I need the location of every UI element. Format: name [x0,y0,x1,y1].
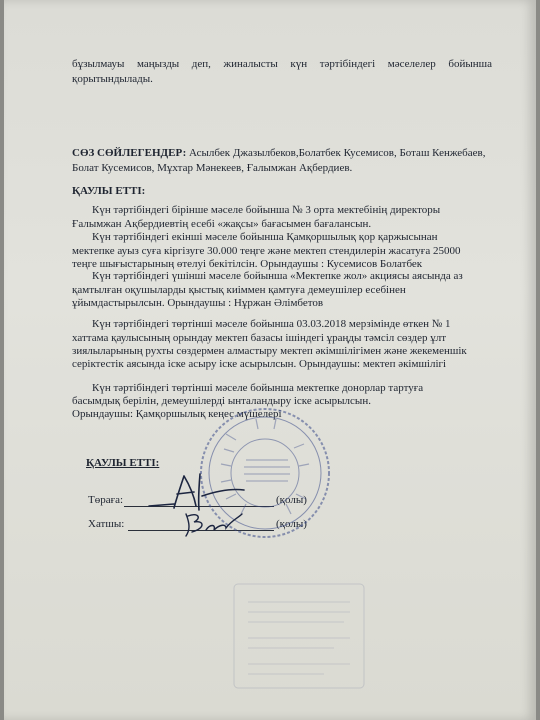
speakers-names-1: Асылбек Джазылбеков,Болатбек Кусемисов, Боташ Кенжебаев, [186,147,486,159]
decision-heading-1: ҚАУЛЫ ЕТТІ: [72,185,146,197]
p5-line-2: басымдық берілін, демеушілерді ынталандыру іске асырылсын. [72,395,371,407]
p3-line-1: Күн тәртібіндегі үшінші мәселе бойынша «Мектепке жол» акциясы аясында аз [92,270,463,282]
decision-heading-2: ҚАУЛЫ ЕТТІ: [86,457,160,469]
p4-line-1: Күн тәртібіндегі төртінші мәселе бойынша 03.03.2018 мерзімінде өткен № 1 [92,318,451,330]
chair-label: Төраға: [88,494,124,506]
secretary-sign-suffix: (қолы) [276,518,307,530]
p2-line-3: теңге шығыстарының өтелуі бекітілсін. Орындаушы : Кусемисов Болатбек [72,258,423,270]
p4-line-3: зиялыларының рухты сөздермен алмастыру мектеп әкімшілігімен және жекеменшік [72,345,467,357]
faded-stamp-impression [224,578,374,698]
p3-line-2: қамтылған оқушыларды қыстық киіммен қамтуға демеушілер есебінен [72,284,406,296]
secretary-signature [176,506,256,540]
p4-line-4: серіктестік аясында іске асыру іске асырылсын. Орындаушы: мектеп әкімшілігі [72,358,447,370]
p1-line-2: Ғалымжан Ақбердиевтің есебі «жақсы» бағасымен бағалансын. [72,218,372,230]
p5-line-3: Орындаушы: Қамқоршылық кеңес мүшелері [72,408,282,420]
speakers-line-1 [72,147,492,160]
p1-line-1: Күн тәртібіндегі бірінше мәселе бойынша № 3 орта мектебінің директоры [92,204,441,216]
p2-line-2: мектепке ауыз суға кіргізуге 30.000 теңге және мектеп стендилерін жасатуға 25000 [72,245,461,257]
chair-sign-suffix: (қолы) [276,494,307,506]
p2-line-1: Күн тәртібіндегі екінші мәселе бойынша Қамқоршылық қор қаржысынан [92,231,438,243]
p3-line-3: ұйымдастырылсын. Орындаушы : Нұржан Әлімбетов [72,297,324,309]
p5-line-1: Күн тәртібіндегі төртінші мәселе бойынша мектепке донорлар тартуға [92,382,424,394]
intro-line-1: бұзылмауы маңызды деп, жиналысты күн тәртібіндегі мәселелер бойынша [72,58,492,70]
secretary-label: Хатшы: [88,518,125,530]
document-page [4,0,536,720]
p4-line-2: хаттама қаулысының орындау мектеп базасы ішіндегі ұраңды тәмсіл сөздер ұлт [72,332,447,344]
speakers-line-2: Болат Кусемисов, Мұхтар Мәнекеев, Ғалымжан Ақбердиев. [72,162,353,174]
intro-line-2: қорытындылады. [72,73,153,85]
speakers-label: СӨЗ СӨЙЛЕГЕНДЕР: [72,147,187,159]
